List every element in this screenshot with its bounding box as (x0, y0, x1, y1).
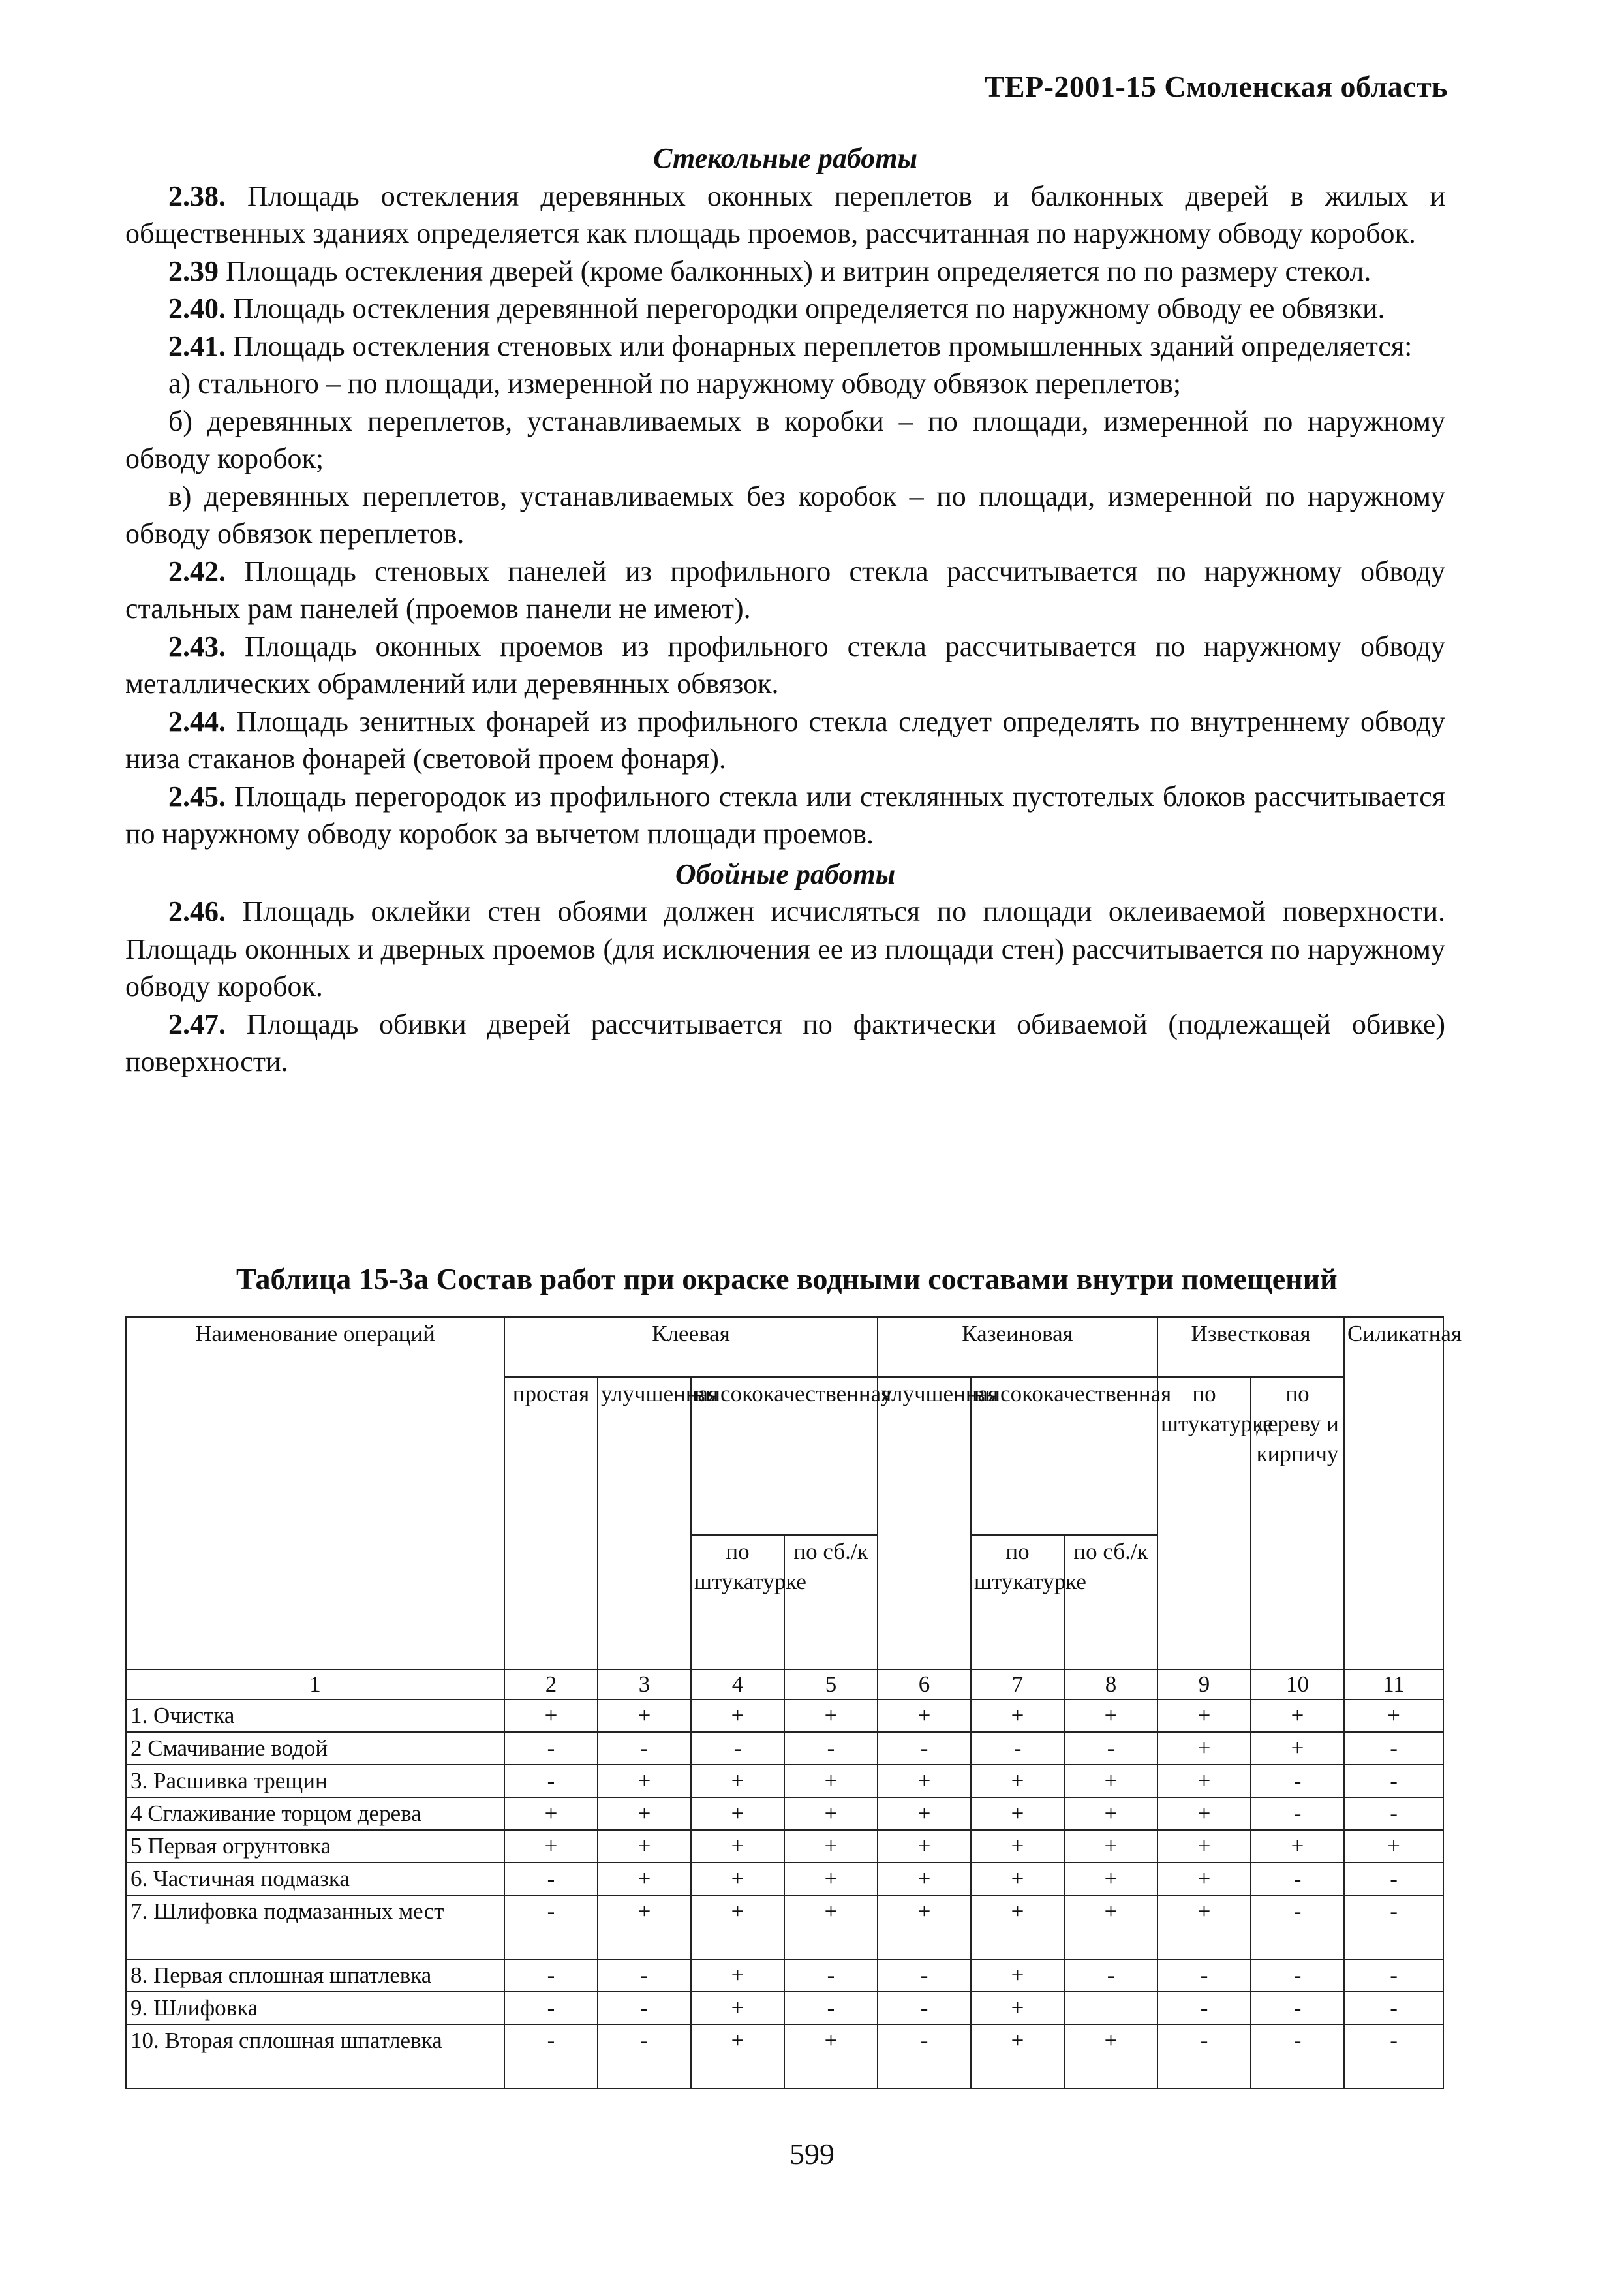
table-cell (1064, 1992, 1157, 2024)
table-cell: - (784, 1959, 878, 1992)
list-2-41 (125, 365, 1445, 553)
header-vysoko-kazeinovaya: высококачественная (971, 1377, 1157, 1535)
table-cell: + (878, 1863, 971, 1895)
paragraph-text: Площадь зенитных фонарей из профильного стекла следует определять по внутреннему обводу низа стаканов фонарей (световой проем фонаря). (125, 705, 1445, 775)
column-number: 9 (1157, 1669, 1251, 1699)
table-cell: + (691, 1797, 784, 1830)
table-cell: + (971, 1797, 1064, 1830)
table-cell: - (878, 2024, 971, 2088)
table-cell: + (691, 2024, 784, 2088)
table-cell: + (598, 1863, 691, 1895)
table-row (126, 1830, 1443, 1863)
operations-table (125, 1316, 1462, 2089)
table-cell: + (878, 1895, 971, 1959)
header-kleevaya: Клеевая (504, 1317, 878, 1377)
header-kazeinovaya-po-shtuk: по штукатурке (971, 1535, 1064, 1669)
header-prostaya: простая (504, 1377, 598, 1669)
page-number: 599 (789, 2137, 835, 2171)
table-cell: + (1251, 1732, 1344, 1765)
table-cell: + (1251, 1830, 1344, 1863)
header-kazeinovaya-po-sbk: по сб./к (1064, 1535, 1157, 1669)
paragraph-text: Площадь остекления деревянной перегородки определяется по наружному обводу ее обвязки. (226, 292, 1385, 324)
table-cell: - (878, 1732, 971, 1765)
column-number: 10 (1251, 1669, 1344, 1699)
table-cell: + (878, 1797, 971, 1830)
table-cell: + (971, 1959, 1064, 1992)
paragraphs-glass-2 (125, 553, 1445, 853)
table-row (126, 1863, 1443, 1895)
table-cell: - (504, 1895, 598, 1959)
paragraph (125, 253, 1445, 290)
table-cell: + (598, 1765, 691, 1797)
paragraph-number: 2.40. (168, 292, 226, 324)
table-row (126, 1959, 1443, 1992)
table-cell: - (504, 1959, 598, 1992)
table-cell: + (784, 1895, 878, 1959)
section-title-wallpaper: Обойные работы (675, 858, 896, 890)
operation-name: 10. Вторая сплошная шпатлевка (126, 2024, 504, 2088)
paragraph-text: Площадь остекления стеновых или фонарных переплетов промышленных зданий определяется: (226, 330, 1413, 362)
paragraph (125, 893, 1445, 1006)
table-cell: - (784, 1992, 878, 2024)
table-cell: - (1251, 1895, 1344, 1959)
table-cell: + (878, 1765, 971, 1797)
paragraph (125, 328, 1445, 365)
paragraph-number: 2.42. (168, 555, 226, 587)
table-cell: - (1251, 1863, 1344, 1895)
table-cell: + (504, 1699, 598, 1732)
table-cell: - (1344, 1959, 1443, 1992)
list-item: в) деревянных переплетов, устанавливаемых без коробок – по площади, измеренной по наружному обводу обвязок переплетов. (125, 480, 1445, 550)
table-cell: - (1064, 1959, 1157, 1992)
table-cell: + (1157, 1765, 1251, 1797)
table-row (126, 2024, 1443, 2088)
list-item: а) стального – по площади, измеренной по наружному обводу обвязок переплетов; (168, 367, 1182, 399)
list-item: б) деревянных переплетов, устанавливаемых в коробки – по площади, измеренной по наружному обводу коробок; (125, 405, 1445, 474)
table-cell: - (1344, 1992, 1443, 2024)
table-cell: + (1157, 1797, 1251, 1830)
table-cell: + (1157, 1732, 1251, 1765)
table-cell: + (691, 1895, 784, 1959)
table-cell: - (504, 1992, 598, 2024)
table-cell: + (784, 1797, 878, 1830)
table-cell: - (1157, 2024, 1251, 2088)
table-cell: + (691, 1992, 784, 2024)
table-cell: + (784, 1863, 878, 1895)
paragraph-text: Площадь остекления деревянных оконных переплетов и балконных дверей в жилых и общественных зданиях определяется как площадь проемов, рассчитанная по наружному обводу коробок. (125, 179, 1445, 249)
paragraph-number: 2.44. (168, 705, 226, 737)
paragraph-text: Площадь остекления дверей (кроме балконных) и витрин определяется по по размеру стекол. (219, 255, 1371, 287)
table-cell: - (1251, 1959, 1344, 1992)
table-cell: + (1157, 1830, 1251, 1863)
table-cell: + (1064, 2024, 1157, 2088)
header-operation: Наименование операций (126, 1317, 504, 1669)
table-cell: + (1064, 1699, 1157, 1732)
header-uluch-kazeinovaya: улучшенная (878, 1377, 971, 1669)
table-cell: + (971, 1863, 1064, 1895)
table-cell: + (1064, 1863, 1157, 1895)
paragraph-number: 2.43. (168, 630, 226, 662)
section-title-glass: Стекольные работы (653, 142, 917, 174)
table-cell: + (878, 1699, 971, 1732)
table-cell: + (1157, 1895, 1251, 1959)
paragraph (125, 703, 1445, 778)
table-cell: + (1344, 1699, 1443, 1732)
table-row (126, 1699, 1443, 1732)
header-silikatnaya: Силикатная (1344, 1317, 1443, 1669)
column-number: 2 (504, 1669, 598, 1699)
table-cell: - (598, 2024, 691, 2088)
operation-name: 9. Шлифовка (126, 1992, 504, 2024)
table-cell: - (878, 1992, 971, 2024)
table-cell: - (1344, 1765, 1443, 1797)
table-cell: + (691, 1830, 784, 1863)
paragraph (125, 290, 1445, 328)
table-cell: - (1344, 1732, 1443, 1765)
header-izv-po-shtuk: по штукатурке (1157, 1377, 1251, 1669)
header-izv-po-derevu: по дереву и кирпичу (1251, 1377, 1344, 1669)
table-cell: - (878, 1959, 971, 1992)
table-cell: - (1064, 1732, 1157, 1765)
operation-name: 6. Частичная подмазка (126, 1863, 504, 1895)
paragraph (125, 628, 1445, 703)
table-cell: + (784, 1765, 878, 1797)
paragraph (125, 1006, 1445, 1081)
table-cell: + (1344, 1830, 1443, 1863)
page-header: ТЕР-2001-15 Смоленская область (984, 70, 1448, 103)
column-number: 7 (971, 1669, 1064, 1699)
paragraph-text: Площадь обивки дверей рассчитывается по фактически обиваемой (подлежащей обивке) поверхности. (125, 1008, 1445, 1077)
table-cell: + (1064, 1830, 1157, 1863)
table-row (126, 1732, 1443, 1765)
paragraph-text: Площадь перегородок из профильного стекла или стеклянных пустотелых блоков рассчитывается по наружному обводу коробок за вычетом площади проемов. (125, 780, 1445, 850)
table-row (126, 1992, 1443, 2024)
column-number: 1 (126, 1669, 504, 1699)
table-cell: + (504, 1830, 598, 1863)
paragraph (125, 778, 1445, 853)
table-cell: + (878, 1830, 971, 1863)
table-cell: + (971, 1895, 1064, 1959)
table-row (126, 1765, 1443, 1797)
operation-name: 4 Сглаживание торцом дерева (126, 1797, 504, 1830)
table-cell: - (1344, 2024, 1443, 2088)
table-cell: - (691, 1732, 784, 1765)
paragraph-number: 2.41. (168, 330, 226, 362)
table-cell: + (1064, 1895, 1157, 1959)
table-cell: - (1251, 1797, 1344, 1830)
paragraph-number: 2.46. (168, 895, 226, 927)
table-body (126, 1669, 1443, 2088)
paragraphs-wallpaper (125, 893, 1445, 1081)
paragraph (125, 178, 1445, 253)
table-cell: - (1251, 2024, 1344, 2088)
operation-name: 1. Очистка (126, 1699, 504, 1732)
column-number: 5 (784, 1669, 878, 1699)
paragraphs-glass (125, 178, 1445, 365)
table-cell: + (971, 1830, 1064, 1863)
table-cell: - (1157, 1992, 1251, 2024)
table-cell: + (598, 1797, 691, 1830)
table-cell: - (784, 1732, 878, 1765)
table-cell: + (691, 1765, 784, 1797)
table-cell: - (504, 2024, 598, 2088)
paragraph-number: 2.47. (168, 1008, 226, 1040)
paragraph (125, 553, 1445, 628)
table-cell: - (504, 1732, 598, 1765)
table-cell: + (1064, 1765, 1157, 1797)
column-number: 11 (1344, 1669, 1443, 1699)
table-cell: + (971, 1992, 1064, 2024)
table-cell: - (1157, 1959, 1251, 1992)
paragraph-text: Площадь стеновых панелей из профильного стекла рассчитывается по наружному обводу стальных рам панелей (проемов панели не имеют). (125, 555, 1445, 625)
operation-name: 5 Первая огрунтовка (126, 1830, 504, 1863)
column-number-row (126, 1669, 1443, 1699)
table-cell: + (784, 2024, 878, 2088)
table-cell: - (971, 1732, 1064, 1765)
column-number: 6 (878, 1669, 971, 1699)
table-cell: + (1064, 1797, 1157, 1830)
table-cell: + (971, 1765, 1064, 1797)
paragraph-text: Площадь оконных проемов из профильного стекла рассчитывается по наружному обводу металлических обрамлений или деревянных обвязок. (125, 630, 1445, 700)
table-cell: - (1251, 1765, 1344, 1797)
column-number: 4 (691, 1669, 784, 1699)
table-cell: + (971, 2024, 1064, 2088)
table-row (126, 1797, 1443, 1830)
table-cell: - (1344, 1863, 1443, 1895)
header-uluch-kleevaya: улучшенная (598, 1377, 691, 1669)
paragraph-number: 2.45. (168, 780, 226, 813)
paragraph-number: 2.38. (168, 179, 226, 212)
table-cell: - (504, 1765, 598, 1797)
table-cell: - (598, 1959, 691, 1992)
table-cell: + (504, 1797, 598, 1830)
table-cell: + (598, 1895, 691, 1959)
table-row (126, 1895, 1443, 1959)
table-cell: - (1344, 1797, 1443, 1830)
table-cell: + (971, 1699, 1064, 1732)
header-vysoko-kleevaya: высококачественная (691, 1377, 878, 1535)
operation-name: 8. Первая сплошная шпатлевка (126, 1959, 504, 1992)
table-cell: + (598, 1699, 691, 1732)
table-cell: + (784, 1830, 878, 1863)
table-cell: + (784, 1699, 878, 1732)
table-cell: + (691, 1863, 784, 1895)
table-cell: - (1251, 1992, 1344, 2024)
header-kleevaya-po-sbk: по сб./к (784, 1535, 878, 1669)
operation-name: 7. Шлифовка подмазанных мест (126, 1895, 504, 1959)
paragraph-text: Площадь оклейки стен обоями должен исчисляться по площади оклеиваемой поверхности. Площадь оконных и дверных проемов (для исключения ее из площади стен) рассчитывается по наружному обводу коробок. (125, 895, 1445, 1002)
table-cell: + (691, 1959, 784, 1992)
paragraph-number: 2.39 (168, 255, 219, 287)
column-number: 8 (1064, 1669, 1157, 1699)
table-cell: - (598, 1992, 691, 2024)
table-cell: + (1157, 1863, 1251, 1895)
table-cell: + (1157, 1699, 1251, 1732)
body-text (125, 137, 1445, 1081)
column-number: 3 (598, 1669, 691, 1699)
header-kazeinovaya: Казеиновая (878, 1317, 1157, 1377)
header-kleevaya-po-shtuk: по штукатурке (691, 1535, 784, 1669)
operation-name: 2 Смачивание водой (126, 1732, 504, 1765)
table-cell: - (1344, 1895, 1443, 1959)
operation-name: 3. Расшивка трещин (126, 1765, 504, 1797)
table-cell: - (504, 1863, 598, 1895)
table-cell: + (691, 1699, 784, 1732)
table-cell: + (1251, 1699, 1344, 1732)
header-izvestkovaya: Известковая (1157, 1317, 1344, 1377)
table-cell: - (598, 1732, 691, 1765)
table-caption: Таблица 15-3а Состав работ при окраске водными составами внутри помещений (236, 1262, 1338, 1295)
table-cell: + (598, 1830, 691, 1863)
